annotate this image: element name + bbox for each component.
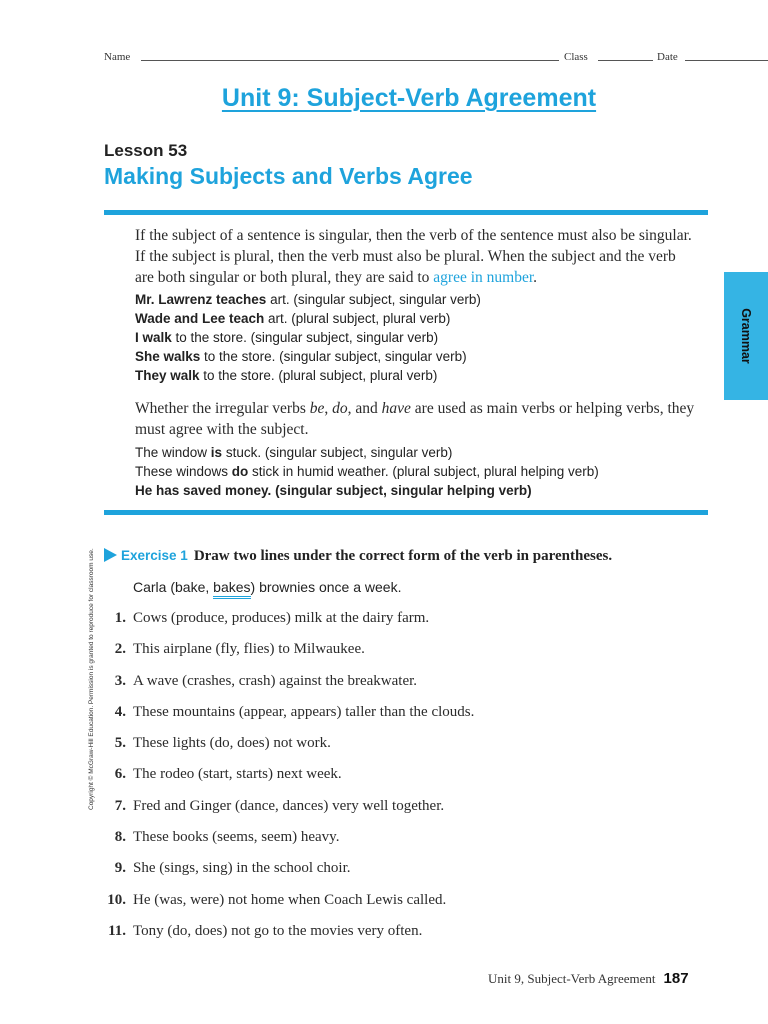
class-label: Class [564, 51, 588, 63]
copyright-notice: Copyright © McGraw-Hill Education. Permission is granted to reproduce for classroom use. [88, 548, 95, 810]
example-line: These windows do stick in humid weather. (plural subject, plural helping verb) [135, 464, 599, 479]
date-label: Date [657, 51, 678, 63]
example-line: He has saved money. (singular subject, singular helping verb) [135, 483, 532, 498]
grammar-side-tab [724, 272, 768, 400]
unit-title: Unit 9: Subject-Verb Agreement [221, 84, 597, 112]
side-tab-label: Grammar [739, 308, 753, 364]
examples-agreement [135, 290, 695, 385]
date-field-line[interactable] [685, 60, 768, 61]
exercise-item[interactable]: 9. She (sings, sing) in the school choir. [114, 860, 351, 877]
exercise-item[interactable]: 10. He (was, were) not home when Coach Lewis called. [107, 891, 447, 908]
example-line: I walk to the store. (singular subject, singular verb) [135, 330, 439, 345]
top-rule [104, 210, 708, 215]
exercise-item[interactable]: 5. These lights (do, does) not work. [114, 735, 331, 752]
play-triangle-icon [104, 548, 117, 562]
irregular-verbs-paragraph: Whether the irregular verbs be, do, and have are used as main verbs or helping verbs, they must agree with the subject. [135, 400, 695, 438]
page-footer [488, 970, 689, 987]
exercise-label: Exercise 1 [121, 548, 188, 563]
page-number: 187 [663, 970, 689, 987]
exercise-item[interactable]: 3. A wave (crashes, crash) against the breakwater. [114, 672, 418, 689]
exercise-example: Carla (bake, bakes) brownies once a week. [133, 579, 401, 595]
name-field-line[interactable] [141, 60, 559, 61]
example-answer: bakes [213, 579, 250, 599]
exercise-item[interactable]: 4. These mountains (appear, appears) taller than the clouds. [114, 703, 475, 720]
exercise-header [104, 548, 704, 565]
examples-irregular [135, 443, 695, 500]
name-class-date-line [104, 49, 708, 65]
example-line: The window is stuck. (singular subject, singular verb) [135, 445, 453, 460]
footer-text: Unit 9, Subject-Verb Agreement [488, 971, 656, 986]
example-line: Mr. Lawrenz teaches art. (singular subject, singular verb) [135, 292, 481, 307]
lesson-number: Lesson 53 [104, 141, 188, 160]
lesson-title: Making Subjects and Verbs Agree [104, 163, 473, 189]
exercise-item[interactable]: 6. The rodeo (start, starts) next week. [114, 766, 342, 783]
example-line: They walk to the store. (plural subject, plural verb) [135, 368, 438, 383]
exercise-directions: Draw two lines under the correct form of the verb in parentheses. [193, 548, 613, 564]
intro-period: . [533, 269, 538, 286]
name-label: Name [104, 51, 131, 63]
exercise-item[interactable]: 7. Fred and Ginger (dance, dances) very well together. [114, 797, 445, 814]
example-line: Wade and Lee teach art. (plural subject, plural verb) [135, 311, 451, 326]
intro-text: If the subject of a sentence is singular, then the verb of the sentence must also be singular. If the subject is plural, then the verb must also be plural. When the subject and the verb are both singular or both plural, they are said to [135, 227, 692, 286]
exercise-item[interactable]: 1. Cows (produce, produces) milk at the dairy farm. [114, 610, 430, 626]
agree-in-number-term: agree in number [433, 269, 534, 286]
exercise-item[interactable]: 11. Tony (do, does) not go to the movies very often. [108, 922, 423, 939]
exercise-item[interactable]: 2. This airplane (fly, flies) to Milwaukee. [114, 641, 365, 658]
intro-paragraph [135, 225, 695, 288]
exercise-item[interactable]: 8. These books (seems, seem) heavy. [114, 829, 340, 846]
bottom-rule [104, 510, 708, 515]
exercise-items [96, 610, 706, 954]
class-field-line[interactable] [598, 60, 653, 61]
example-line: She walks to the store. (singular subject, singular verb) [135, 349, 467, 364]
